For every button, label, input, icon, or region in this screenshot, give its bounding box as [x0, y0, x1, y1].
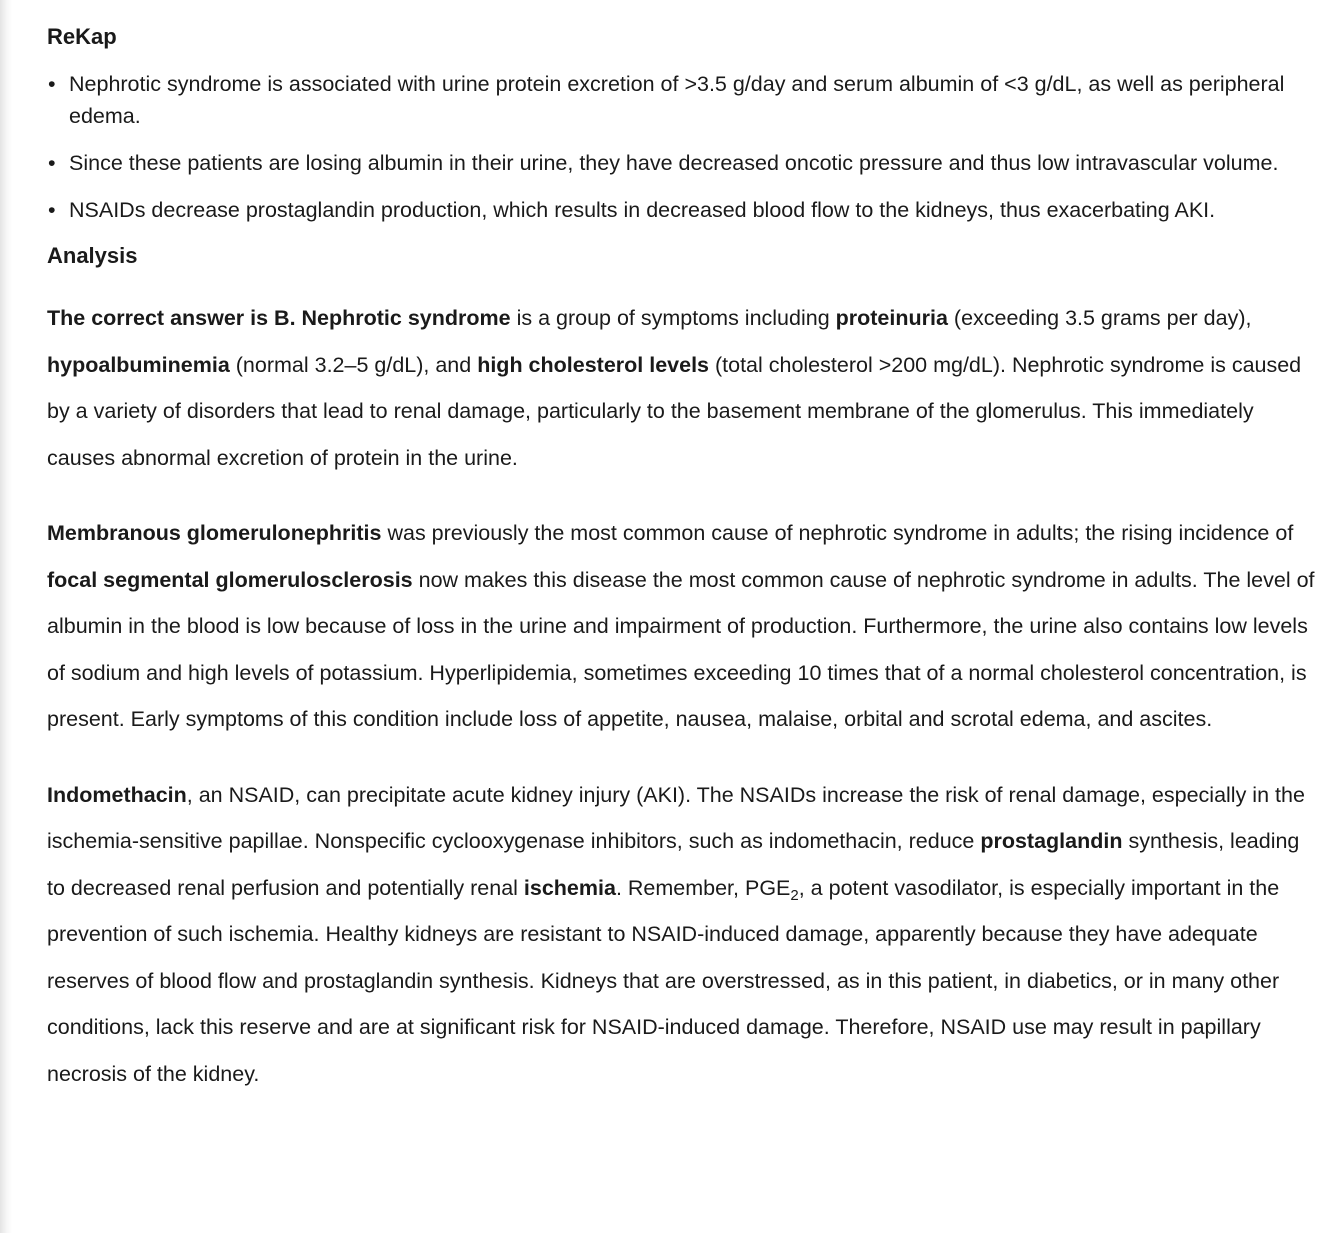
term-prostaglandin: prostaglandin	[980, 829, 1123, 853]
rekap-list	[47, 68, 1322, 226]
rekap-item	[47, 68, 1322, 132]
term-hypoalbuminemia: hypoalbuminemia	[47, 352, 230, 377]
paragraph-text: , an NSAID, can precipitate acute kidney injury (AKI). The NSAIDs increase the risk of renal damage, especially in the ischemia-sensitive papillae. Nonspecific cyclooxygenase inhibitors, such as indomethacin, reduce	[47, 782, 1305, 853]
pge-subscript: 2	[790, 886, 799, 904]
left-edge-shadow	[0, 0, 12, 1233]
correct-answer-text: The correct answer is B. Nephrotic syndrome	[47, 306, 511, 330]
rekap-item-text: Nephrotic syndrome is associated with urine protein excretion of >3.5 g/day and serum albumin of <3 g/dL, as well as peripheral edema.	[69, 72, 1285, 128]
rekap-item	[47, 147, 1322, 179]
analysis-paragraph-nephrotic	[47, 295, 1322, 481]
paragraph-text: (exceeding 3.5 grams per day),	[947, 306, 1252, 330]
term-membranous-glomerulonephritis: Membranous glomerulonephritis	[47, 521, 382, 545]
analysis-paragraph-membranous	[47, 510, 1322, 743]
bullet-icon: •	[48, 151, 56, 175]
analysis-heading: Analysis	[47, 243, 138, 268]
explanation-content	[47, 22, 1322, 1097]
paragraph-text: was previously the most common cause of nephrotic syndrome in adults; the rising incidence of	[381, 521, 1294, 545]
paragraph-text: synthesis, leading to decreased renal perfusion and potentially renal	[47, 829, 1300, 900]
bullet-icon: •	[48, 198, 56, 222]
term-ischemia: ischemia	[523, 875, 616, 900]
rekap-item	[47, 194, 1322, 226]
term-high-cholesterol: high cholesterol levels	[477, 352, 709, 377]
paragraph-text: (normal 3.2–5 g/dL), and	[229, 352, 478, 377]
bullet-icon: •	[48, 72, 56, 96]
paragraph-text: is a group of symptoms including	[510, 306, 836, 330]
analysis-paragraph-indomethacin	[47, 772, 1322, 1098]
paragraph-text: , a potent vasodilator, is especially important in the prevention of such ischemia. Healthy kidneys are resistant to NSAID-induced damage, apparently because they have adequate reserves of blood flow and prostaglandin synthesis. Kidneys that are overstressed, as in this patient, in diabetics, or in many other conditions, lack this reserve and are at significant risk for NSAID-induced damage. Therefore, NSAID use may result in papillary necrosis of the kidney.	[47, 875, 1280, 1086]
rekap-item-text: Since these patients are losing albumin in their urine, they have decreased oncotic pressure and thus low intravascular volume.	[69, 151, 1279, 175]
term-focal-segmental-glomerulosclerosis: focal segmental glomerulosclerosis	[47, 567, 413, 592]
rekap-item-text: NSAIDs decrease prostaglandin production, which results in decreased blood flow to the kidneys, thus exacerbating AKI.	[69, 198, 1216, 222]
term-indomethacin: Indomethacin	[47, 782, 187, 807]
rekap-heading: ReKap	[47, 24, 117, 49]
paragraph-text: (total cholesterol >200 mg/dL). Nephrotic syndrome is caused by a variety of disorders that lead to renal damage, particularly to the basement membrane of the glomerulus. This immediately causes abnormal excretion of protein in the urine.	[47, 352, 1302, 470]
paragraph-text: now makes this disease the most common cause of nephrotic syndrome in adults. The level of albumin in the blood is low because of loss in the urine and impairment of production. Furthermore, the urine also contains low levels of sodium and high levels of potassium. Hyperlipidemia, sometimes exceeding 10 times that of a normal cholesterol concentration, is present. Early symptoms of this condition include loss of appetite, nausea, malaise, orbital and scrotal edema, and ascites.	[47, 567, 1315, 731]
term-proteinuria: proteinuria	[835, 306, 948, 330]
paragraph-text: . Remember, PGE	[615, 875, 791, 900]
